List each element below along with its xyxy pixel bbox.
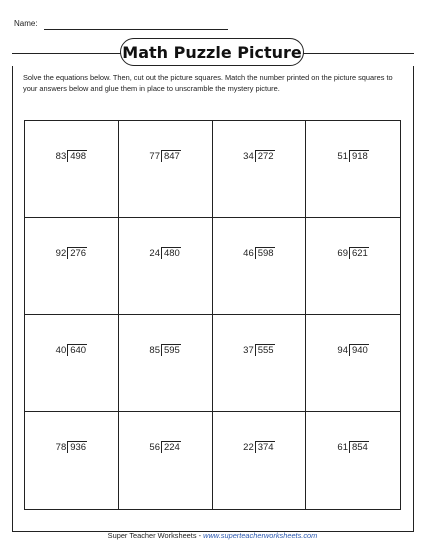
long-division-problem bbox=[25, 150, 118, 162]
problem-square bbox=[25, 218, 119, 315]
divisor: 22 bbox=[243, 442, 254, 453]
dividend: 480 bbox=[161, 247, 181, 259]
long-division-problem bbox=[306, 344, 400, 356]
divisor: 83 bbox=[55, 151, 67, 162]
long-division-problem bbox=[119, 441, 212, 453]
dividend: 598 bbox=[255, 247, 275, 259]
dividend: 621 bbox=[349, 247, 369, 259]
name-label: Name: bbox=[14, 19, 38, 28]
divisor: 46 bbox=[243, 248, 254, 259]
divisor: 77 bbox=[149, 151, 160, 162]
long-division-problem bbox=[213, 150, 306, 162]
worksheet-title: Math Puzzle Picture bbox=[120, 38, 304, 66]
divisor: 61 bbox=[337, 442, 348, 453]
problem-square bbox=[119, 218, 213, 315]
page-footer bbox=[0, 531, 425, 540]
long-division-problem bbox=[25, 441, 118, 453]
divisor: 92 bbox=[55, 248, 67, 259]
problem-square bbox=[119, 121, 213, 218]
problem-square bbox=[306, 121, 400, 218]
divisor: 40 bbox=[55, 345, 67, 356]
divisor: 78 bbox=[55, 442, 67, 453]
long-division-problem bbox=[306, 150, 400, 162]
divisor: 34 bbox=[243, 151, 254, 162]
long-division-problem bbox=[25, 247, 118, 259]
long-division-problem bbox=[306, 441, 400, 453]
problem-square bbox=[213, 412, 307, 509]
problem-square bbox=[119, 412, 213, 509]
divisor: 51 bbox=[337, 151, 348, 162]
problem-grid bbox=[24, 120, 401, 510]
dividend: 936 bbox=[67, 441, 87, 453]
long-division-problem bbox=[25, 344, 118, 356]
problem-square bbox=[119, 315, 213, 412]
problem-square bbox=[25, 315, 119, 412]
divisor: 56 bbox=[149, 442, 160, 453]
problem-square bbox=[213, 121, 307, 218]
footer-brand: Super Teacher Worksheets bbox=[107, 531, 197, 540]
divisor: 85 bbox=[149, 345, 160, 356]
long-division-problem bbox=[213, 344, 306, 356]
problem-square bbox=[25, 121, 119, 218]
divisor: 69 bbox=[337, 248, 348, 259]
dividend: 640 bbox=[67, 344, 87, 356]
long-division-problem bbox=[213, 441, 306, 453]
problem-square bbox=[25, 412, 119, 509]
dividend: 276 bbox=[67, 247, 87, 259]
divisor: 94 bbox=[337, 345, 348, 356]
dividend: 854 bbox=[349, 441, 369, 453]
long-division-problem bbox=[119, 247, 212, 259]
name-answer-line bbox=[44, 29, 228, 30]
dividend: 555 bbox=[255, 344, 275, 356]
dividend: 272 bbox=[255, 150, 275, 162]
dividend: 940 bbox=[349, 344, 369, 356]
problem-square bbox=[306, 412, 400, 509]
long-division-problem bbox=[119, 344, 212, 356]
dividend: 374 bbox=[255, 441, 275, 453]
long-division-problem bbox=[306, 247, 400, 259]
problem-square bbox=[213, 218, 307, 315]
dividend: 595 bbox=[161, 344, 181, 356]
problem-square bbox=[306, 218, 400, 315]
problem-square bbox=[306, 315, 400, 412]
dividend: 847 bbox=[161, 150, 181, 162]
divisor: 24 bbox=[149, 248, 160, 259]
footer-separator: - bbox=[196, 531, 204, 540]
dividend: 918 bbox=[349, 150, 369, 162]
dividend: 224 bbox=[161, 441, 181, 453]
problem-square bbox=[213, 315, 307, 412]
long-division-problem bbox=[213, 247, 306, 259]
footer-url-link[interactable]: www.superteacherworksheets.com bbox=[203, 531, 318, 540]
divisor: 37 bbox=[243, 345, 254, 356]
dividend: 498 bbox=[67, 150, 87, 162]
instructions-text: Solve the equations below. Then, cut out the picture squares. Match the number printed on the picture squares to your answers below and glue them in place to unscramble the mystery picture. bbox=[23, 73, 393, 93]
long-division-problem bbox=[119, 150, 212, 162]
